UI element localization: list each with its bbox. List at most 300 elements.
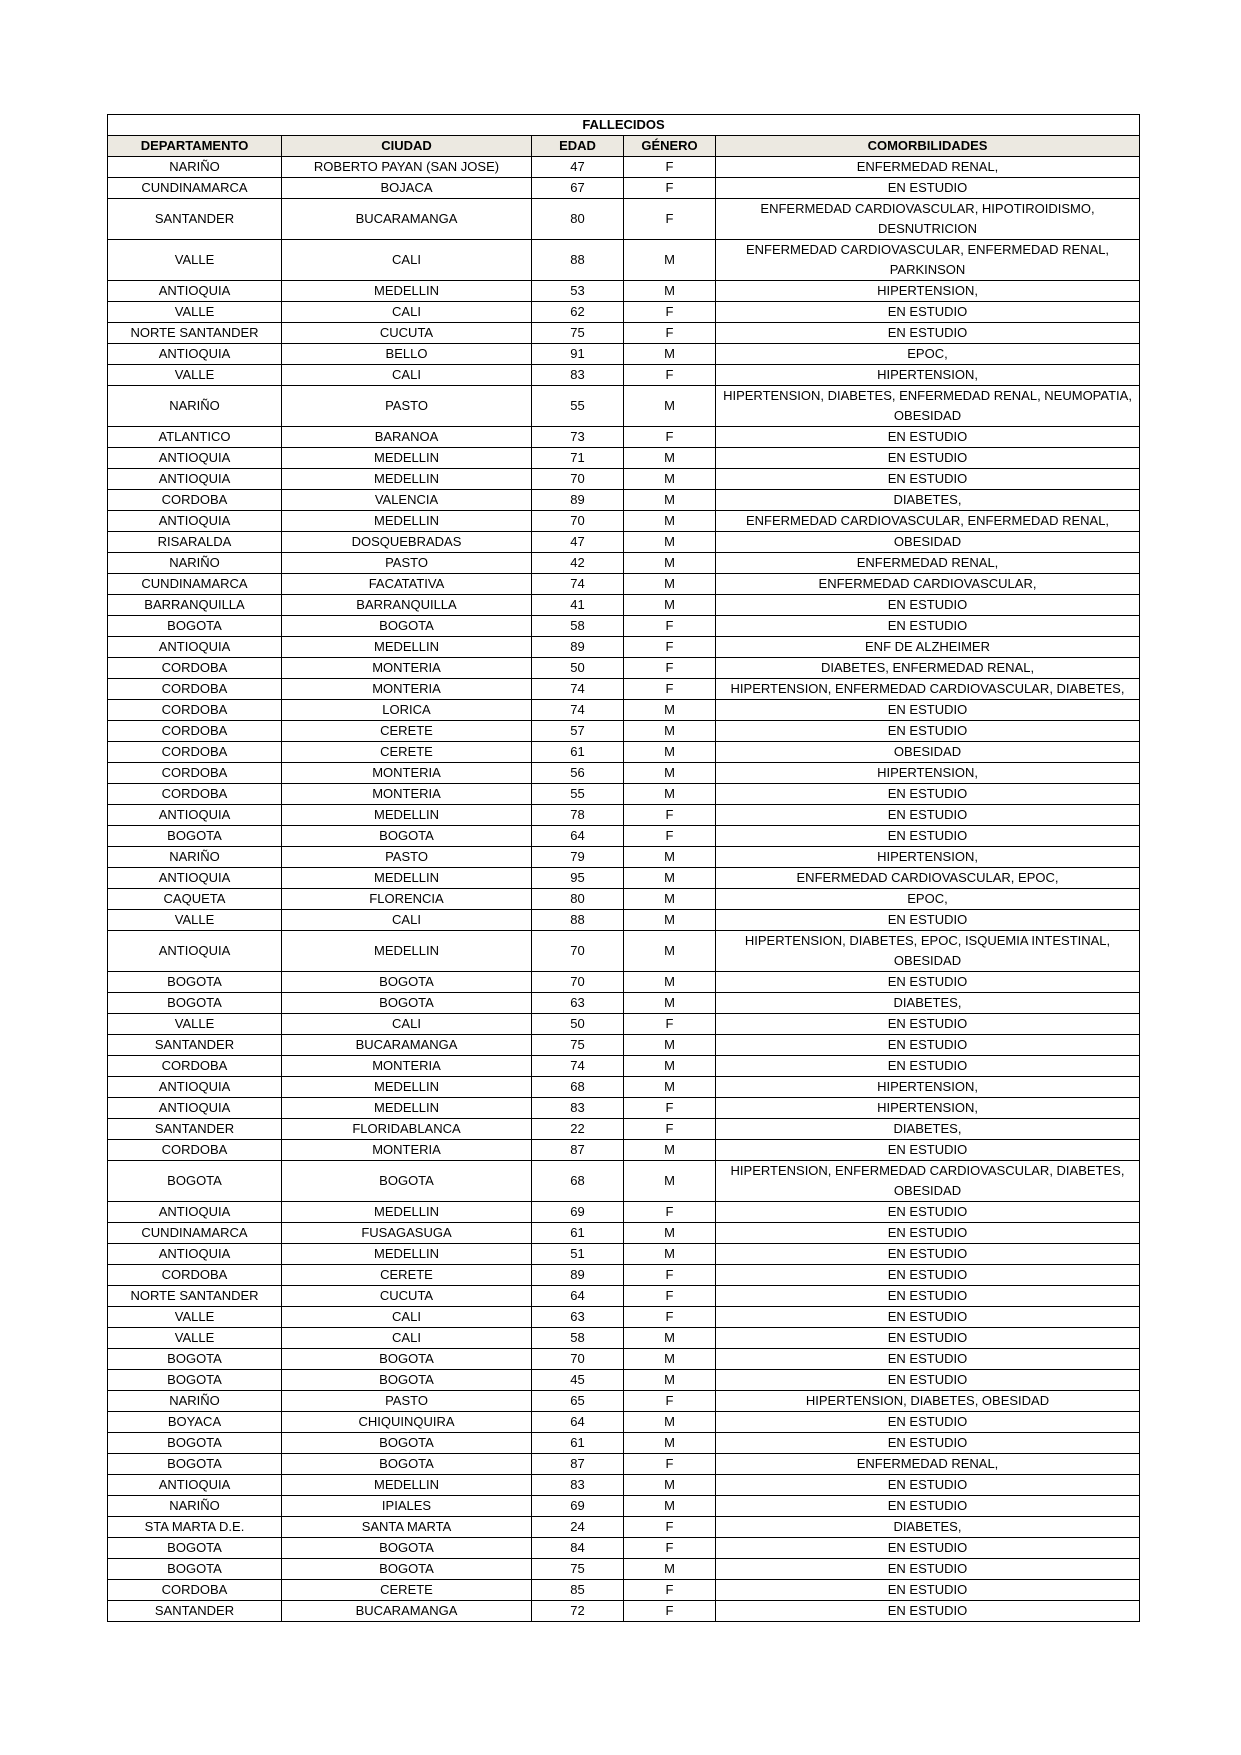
departamento-cell: CORDOBA	[108, 658, 282, 679]
comorbilidades-cell: ENFERMEDAD RENAL,	[716, 157, 1140, 178]
ciudad-cell: MEDELLIN	[282, 469, 532, 490]
departamento-cell: BOGOTA	[108, 1454, 282, 1475]
table-row	[108, 427, 1140, 448]
ciudad-cell: CERETE	[282, 1265, 532, 1286]
departamento-cell: ANTIOQUIA	[108, 931, 282, 972]
comorbilidades-cell: EN ESTUDIO	[716, 1412, 1140, 1433]
edad-cell: 61	[532, 742, 624, 763]
comorbilidades-cell: EN ESTUDIO	[716, 616, 1140, 637]
genero-cell: M	[624, 1244, 716, 1265]
departamento-cell: BOGOTA	[108, 616, 282, 637]
comorbilidades-cell: EN ESTUDIO	[716, 1370, 1140, 1391]
table-row	[108, 240, 1140, 281]
ciudad-cell: BOGOTA	[282, 1349, 532, 1370]
edad-cell: 85	[532, 1580, 624, 1601]
table-row	[108, 448, 1140, 469]
departamento-cell: BOGOTA	[108, 1161, 282, 1202]
edad-cell: 74	[532, 700, 624, 721]
edad-cell: 69	[532, 1202, 624, 1223]
departamento-cell: STA MARTA D.E.	[108, 1517, 282, 1538]
departamento-cell: CUNDINAMARCA	[108, 1223, 282, 1244]
genero-cell: M	[624, 344, 716, 365]
edad-cell: 88	[532, 910, 624, 931]
departamento-cell: ANTIOQUIA	[108, 1098, 282, 1119]
departamento-cell: ANTIOQUIA	[108, 469, 282, 490]
table-title-row	[108, 115, 1140, 136]
table-row	[108, 1349, 1140, 1370]
table-row	[108, 1433, 1140, 1454]
edad-cell: 87	[532, 1140, 624, 1161]
table-row	[108, 511, 1140, 532]
genero-cell: M	[624, 1077, 716, 1098]
table-row	[108, 469, 1140, 490]
genero-cell: M	[624, 386, 716, 427]
departamento-cell: BOGOTA	[108, 1559, 282, 1580]
genero-cell: F	[624, 658, 716, 679]
comorbilidades-cell: EN ESTUDIO	[716, 1265, 1140, 1286]
genero-cell: M	[624, 1496, 716, 1517]
ciudad-cell: MONTERIA	[282, 1140, 532, 1161]
departamento-cell: ANTIOQUIA	[108, 344, 282, 365]
table-row	[108, 1098, 1140, 1119]
departamento-cell: BOGOTA	[108, 1433, 282, 1454]
ciudad-cell: ROBERTO PAYAN (SAN JOSE)	[282, 157, 532, 178]
genero-cell: M	[624, 574, 716, 595]
genero-cell: M	[624, 868, 716, 889]
ciudad-cell: BOGOTA	[282, 1538, 532, 1559]
table-row	[108, 1517, 1140, 1538]
genero-cell: F	[624, 1119, 716, 1140]
table-header-row	[108, 136, 1140, 157]
edad-cell: 80	[532, 199, 624, 240]
ciudad-cell: CALI	[282, 1014, 532, 1035]
table-row	[108, 199, 1140, 240]
genero-cell: M	[624, 1349, 716, 1370]
table-row	[108, 1328, 1140, 1349]
table-row	[108, 1538, 1140, 1559]
genero-cell: F	[624, 1098, 716, 1119]
departamento-cell: NARIÑO	[108, 157, 282, 178]
ciudad-cell: BUCARAMANGA	[282, 199, 532, 240]
departamento-cell: ANTIOQUIA	[108, 805, 282, 826]
genero-cell: F	[624, 1517, 716, 1538]
table-row	[108, 1202, 1140, 1223]
table-row	[108, 637, 1140, 658]
edad-cell: 47	[532, 157, 624, 178]
departamento-cell: SANTANDER	[108, 1601, 282, 1622]
genero-cell: M	[624, 742, 716, 763]
edad-cell: 68	[532, 1161, 624, 1202]
edad-cell: 87	[532, 1454, 624, 1475]
ciudad-cell: MONTERIA	[282, 658, 532, 679]
table-row	[108, 1077, 1140, 1098]
table-row	[108, 1370, 1140, 1391]
ciudad-cell: FLORIDABLANCA	[282, 1119, 532, 1140]
genero-cell: F	[624, 157, 716, 178]
edad-cell: 79	[532, 847, 624, 868]
table-row	[108, 847, 1140, 868]
comorbilidades-cell: EN ESTUDIO	[716, 1538, 1140, 1559]
ciudad-cell: BUCARAMANGA	[282, 1035, 532, 1056]
comorbilidades-cell: EN ESTUDIO	[716, 1349, 1140, 1370]
ciudad-cell: MEDELLIN	[282, 1077, 532, 1098]
genero-cell: F	[624, 302, 716, 323]
genero-cell: F	[624, 365, 716, 386]
departamento-cell: ANTIOQUIA	[108, 1244, 282, 1265]
edad-cell: 88	[532, 240, 624, 281]
comorbilidades-cell: HIPERTENSION, ENFERMEDAD CARDIOVASCULAR, DIABETES, OBESIDAD	[716, 1161, 1140, 1202]
table-row	[108, 302, 1140, 323]
table-row	[108, 679, 1140, 700]
edad-cell: 55	[532, 386, 624, 427]
edad-cell: 50	[532, 1014, 624, 1035]
edad-cell: 75	[532, 323, 624, 344]
genero-cell: F	[624, 427, 716, 448]
comorbilidades-cell: HIPERTENSION,	[716, 1098, 1140, 1119]
genero-cell: M	[624, 469, 716, 490]
comorbilidades-cell: EN ESTUDIO	[716, 178, 1140, 199]
ciudad-cell: BOGOTA	[282, 826, 532, 847]
edad-cell: 83	[532, 1475, 624, 1496]
departamento-cell: NARIÑO	[108, 553, 282, 574]
departamento-cell: SANTANDER	[108, 199, 282, 240]
ciudad-cell: PASTO	[282, 386, 532, 427]
table-row	[108, 1391, 1140, 1412]
comorbilidades-cell: EN ESTUDIO	[716, 1223, 1140, 1244]
genero-cell: F	[624, 1538, 716, 1559]
ciudad-cell: MONTERIA	[282, 763, 532, 784]
departamento-cell: CORDOBA	[108, 721, 282, 742]
table-row	[108, 365, 1140, 386]
departamento-cell: ANTIOQUIA	[108, 1202, 282, 1223]
genero-cell: M	[624, 889, 716, 910]
ciudad-cell: BOGOTA	[282, 972, 532, 993]
edad-cell: 42	[532, 553, 624, 574]
comorbilidades-cell: EN ESTUDIO	[716, 1286, 1140, 1307]
column-header-comorbilidades: COMORBILIDADES	[716, 136, 1140, 157]
ciudad-cell: CALI	[282, 365, 532, 386]
ciudad-cell: CALI	[282, 1307, 532, 1328]
comorbilidades-cell: EN ESTUDIO	[716, 1475, 1140, 1496]
edad-cell: 74	[532, 679, 624, 700]
edad-cell: 65	[532, 1391, 624, 1412]
edad-cell: 24	[532, 1517, 624, 1538]
genero-cell: F	[624, 1014, 716, 1035]
ciudad-cell: CERETE	[282, 721, 532, 742]
column-header-ciudad: CIUDAD	[282, 136, 532, 157]
comorbilidades-cell: DIABETES,	[716, 993, 1140, 1014]
genero-cell: F	[624, 1391, 716, 1412]
column-header-edad: EDAD	[532, 136, 624, 157]
edad-cell: 58	[532, 1328, 624, 1349]
ciudad-cell: MEDELLIN	[282, 448, 532, 469]
edad-cell: 70	[532, 511, 624, 532]
departamento-cell: NARIÑO	[108, 1496, 282, 1517]
table-body	[108, 157, 1140, 1622]
comorbilidades-cell: EN ESTUDIO	[716, 1140, 1140, 1161]
ciudad-cell: BOGOTA	[282, 1370, 532, 1391]
table-row	[108, 889, 1140, 910]
edad-cell: 55	[532, 784, 624, 805]
column-header-genero: GÉNERO	[624, 136, 716, 157]
comorbilidades-cell: EN ESTUDIO	[716, 1202, 1140, 1223]
comorbilidades-cell: EN ESTUDIO	[716, 1496, 1140, 1517]
genero-cell: F	[624, 679, 716, 700]
genero-cell: M	[624, 910, 716, 931]
ciudad-cell: CERETE	[282, 1580, 532, 1601]
ciudad-cell: MEDELLIN	[282, 1202, 532, 1223]
ciudad-cell: BOJACA	[282, 178, 532, 199]
genero-cell: F	[624, 826, 716, 847]
comorbilidades-cell: HIPERTENSION,	[716, 365, 1140, 386]
table-row	[108, 1140, 1140, 1161]
table-row	[108, 157, 1140, 178]
table-row	[108, 1223, 1140, 1244]
edad-cell: 58	[532, 616, 624, 637]
ciudad-cell: CUCUTA	[282, 1286, 532, 1307]
table-row	[108, 721, 1140, 742]
table-row	[108, 1475, 1140, 1496]
comorbilidades-cell: EN ESTUDIO	[716, 1307, 1140, 1328]
comorbilidades-cell: EN ESTUDIO	[716, 448, 1140, 469]
genero-cell: M	[624, 1140, 716, 1161]
genero-cell: F	[624, 1580, 716, 1601]
departamento-cell: CUNDINAMARCA	[108, 574, 282, 595]
departamento-cell: ANTIOQUIA	[108, 448, 282, 469]
genero-cell: M	[624, 1433, 716, 1454]
edad-cell: 70	[532, 1349, 624, 1370]
genero-cell: M	[624, 511, 716, 532]
ciudad-cell: CALI	[282, 302, 532, 323]
comorbilidades-cell: HIPERTENSION,	[716, 847, 1140, 868]
departamento-cell: VALLE	[108, 365, 282, 386]
genero-cell: M	[624, 1056, 716, 1077]
comorbilidades-cell: EN ESTUDIO	[716, 427, 1140, 448]
genero-cell: M	[624, 784, 716, 805]
comorbilidades-cell: EN ESTUDIO	[716, 1014, 1140, 1035]
edad-cell: 83	[532, 1098, 624, 1119]
comorbilidades-cell: EN ESTUDIO	[716, 469, 1140, 490]
ciudad-cell: MEDELLIN	[282, 868, 532, 889]
departamento-cell: VALLE	[108, 1307, 282, 1328]
edad-cell: 62	[532, 302, 624, 323]
ciudad-cell: BARRANQUILLA	[282, 595, 532, 616]
edad-cell: 22	[532, 1119, 624, 1140]
table-row	[108, 490, 1140, 511]
table-row	[108, 1412, 1140, 1433]
departamento-cell: BOGOTA	[108, 1370, 282, 1391]
table-row	[108, 1035, 1140, 1056]
table-row	[108, 1014, 1140, 1035]
ciudad-cell: MEDELLIN	[282, 1475, 532, 1496]
comorbilidades-cell: HIPERTENSION, DIABETES, OBESIDAD	[716, 1391, 1140, 1412]
comorbilidades-cell: ENFERMEDAD CARDIOVASCULAR, HIPOTIROIDISMO, DESNUTRICION	[716, 199, 1140, 240]
table-row	[108, 700, 1140, 721]
genero-cell: M	[624, 847, 716, 868]
table-row	[108, 1496, 1140, 1517]
comorbilidades-cell: EN ESTUDIO	[716, 972, 1140, 993]
comorbilidades-cell: EN ESTUDIO	[716, 323, 1140, 344]
genero-cell: F	[624, 178, 716, 199]
genero-cell: M	[624, 931, 716, 972]
departamento-cell: NORTE SANTANDER	[108, 1286, 282, 1307]
departamento-cell: ANTIOQUIA	[108, 511, 282, 532]
comorbilidades-cell: EN ESTUDIO	[716, 826, 1140, 847]
table-row	[108, 574, 1140, 595]
departamento-cell: VALLE	[108, 910, 282, 931]
edad-cell: 68	[532, 1077, 624, 1098]
comorbilidades-cell: EN ESTUDIO	[716, 700, 1140, 721]
comorbilidades-cell: ENFERMEDAD RENAL,	[716, 1454, 1140, 1475]
departamento-cell: BOGOTA	[108, 993, 282, 1014]
ciudad-cell: MONTERIA	[282, 679, 532, 700]
departamento-cell: CORDOBA	[108, 700, 282, 721]
edad-cell: 89	[532, 490, 624, 511]
departamento-cell: BOGOTA	[108, 826, 282, 847]
comorbilidades-cell: HIPERTENSION, ENFERMEDAD CARDIOVASCULAR, DIABETES,	[716, 679, 1140, 700]
departamento-cell: CORDOBA	[108, 784, 282, 805]
edad-cell: 91	[532, 344, 624, 365]
genero-cell: M	[624, 1412, 716, 1433]
ciudad-cell: FUSAGASUGA	[282, 1223, 532, 1244]
edad-cell: 74	[532, 574, 624, 595]
ciudad-cell: CERETE	[282, 742, 532, 763]
departamento-cell: RISARALDA	[108, 532, 282, 553]
comorbilidades-cell: ENFERMEDAD RENAL,	[716, 553, 1140, 574]
ciudad-cell: BUCARAMANGA	[282, 1601, 532, 1622]
departamento-cell: ANTIOQUIA	[108, 637, 282, 658]
comorbilidades-cell: EN ESTUDIO	[716, 595, 1140, 616]
departamento-cell: VALLE	[108, 1014, 282, 1035]
edad-cell: 64	[532, 1286, 624, 1307]
comorbilidades-cell: EN ESTUDIO	[716, 910, 1140, 931]
comorbilidades-cell: EN ESTUDIO	[716, 1601, 1140, 1622]
departamento-cell: ANTIOQUIA	[108, 868, 282, 889]
departamento-cell: ANTIOQUIA	[108, 1475, 282, 1496]
genero-cell: M	[624, 763, 716, 784]
genero-cell: M	[624, 281, 716, 302]
departamento-cell: CORDOBA	[108, 679, 282, 700]
edad-cell: 57	[532, 721, 624, 742]
departamento-cell: VALLE	[108, 240, 282, 281]
ciudad-cell: LORICA	[282, 700, 532, 721]
edad-cell: 89	[532, 1265, 624, 1286]
edad-cell: 63	[532, 1307, 624, 1328]
edad-cell: 70	[532, 972, 624, 993]
table-row	[108, 1601, 1140, 1622]
departamento-cell: CUNDINAMARCA	[108, 178, 282, 199]
table-row	[108, 553, 1140, 574]
genero-cell: F	[624, 323, 716, 344]
table-row	[108, 1265, 1140, 1286]
edad-cell: 67	[532, 178, 624, 199]
genero-cell: M	[624, 532, 716, 553]
ciudad-cell: FLORENCIA	[282, 889, 532, 910]
edad-cell: 78	[532, 805, 624, 826]
table-row	[108, 805, 1140, 826]
table-row	[108, 1454, 1140, 1475]
departamento-cell: ANTIOQUIA	[108, 1077, 282, 1098]
edad-cell: 56	[532, 763, 624, 784]
table-row	[108, 1307, 1140, 1328]
departamento-cell: NORTE SANTANDER	[108, 323, 282, 344]
ciudad-cell: BOGOTA	[282, 616, 532, 637]
table-row	[108, 910, 1140, 931]
edad-cell: 73	[532, 427, 624, 448]
genero-cell: M	[624, 595, 716, 616]
genero-cell: M	[624, 721, 716, 742]
table-row	[108, 1119, 1140, 1140]
edad-cell: 70	[532, 931, 624, 972]
ciudad-cell: CHIQUINQUIRA	[282, 1412, 532, 1433]
departamento-cell: BOGOTA	[108, 1349, 282, 1370]
departamento-cell: SANTANDER	[108, 1119, 282, 1140]
genero-cell: M	[624, 1035, 716, 1056]
departamento-cell: CORDOBA	[108, 1140, 282, 1161]
comorbilidades-cell: EN ESTUDIO	[716, 805, 1140, 826]
table-row	[108, 532, 1140, 553]
genero-cell: F	[624, 1601, 716, 1622]
genero-cell: M	[624, 1475, 716, 1496]
table-row	[108, 931, 1140, 972]
genero-cell: M	[624, 1328, 716, 1349]
ciudad-cell: PASTO	[282, 1391, 532, 1412]
edad-cell: 75	[532, 1035, 624, 1056]
edad-cell: 41	[532, 595, 624, 616]
comorbilidades-cell: EN ESTUDIO	[716, 784, 1140, 805]
departamento-cell: CORDOBA	[108, 490, 282, 511]
table-row	[108, 993, 1140, 1014]
edad-cell: 84	[532, 1538, 624, 1559]
comorbilidades-cell: EN ESTUDIO	[716, 1328, 1140, 1349]
genero-cell: M	[624, 448, 716, 469]
genero-cell: F	[624, 1265, 716, 1286]
table-row	[108, 178, 1140, 199]
edad-cell: 47	[532, 532, 624, 553]
table-row	[108, 784, 1140, 805]
departamento-cell: NARIÑO	[108, 386, 282, 427]
table-row	[108, 1161, 1140, 1202]
ciudad-cell: MEDELLIN	[282, 1098, 532, 1119]
departamento-cell: ANTIOQUIA	[108, 281, 282, 302]
comorbilidades-cell: EN ESTUDIO	[716, 721, 1140, 742]
ciudad-cell: BOGOTA	[282, 1454, 532, 1475]
edad-cell: 61	[532, 1223, 624, 1244]
genero-cell: F	[624, 1286, 716, 1307]
comorbilidades-cell: OBESIDAD	[716, 532, 1140, 553]
edad-cell: 75	[532, 1559, 624, 1580]
comorbilidades-cell: HIPERTENSION,	[716, 763, 1140, 784]
edad-cell: 63	[532, 993, 624, 1014]
ciudad-cell: CALI	[282, 910, 532, 931]
departamento-cell: ATLANTICO	[108, 427, 282, 448]
departamento-cell: BOGOTA	[108, 1538, 282, 1559]
ciudad-cell: VALENCIA	[282, 490, 532, 511]
comorbilidades-cell: ENFERMEDAD CARDIOVASCULAR, EPOC,	[716, 868, 1140, 889]
edad-cell: 80	[532, 889, 624, 910]
edad-cell: 70	[532, 469, 624, 490]
comorbilidades-cell: DIABETES, ENFERMEDAD RENAL,	[716, 658, 1140, 679]
comorbilidades-cell: ENFERMEDAD CARDIOVASCULAR,	[716, 574, 1140, 595]
table-row	[108, 1286, 1140, 1307]
edad-cell: 53	[532, 281, 624, 302]
departamento-cell: CORDOBA	[108, 1580, 282, 1601]
ciudad-cell: BOGOTA	[282, 1559, 532, 1580]
comorbilidades-cell: EN ESTUDIO	[716, 1433, 1140, 1454]
departamento-cell: SANTANDER	[108, 1035, 282, 1056]
departamento-cell: BOGOTA	[108, 972, 282, 993]
ciudad-cell: CALI	[282, 240, 532, 281]
